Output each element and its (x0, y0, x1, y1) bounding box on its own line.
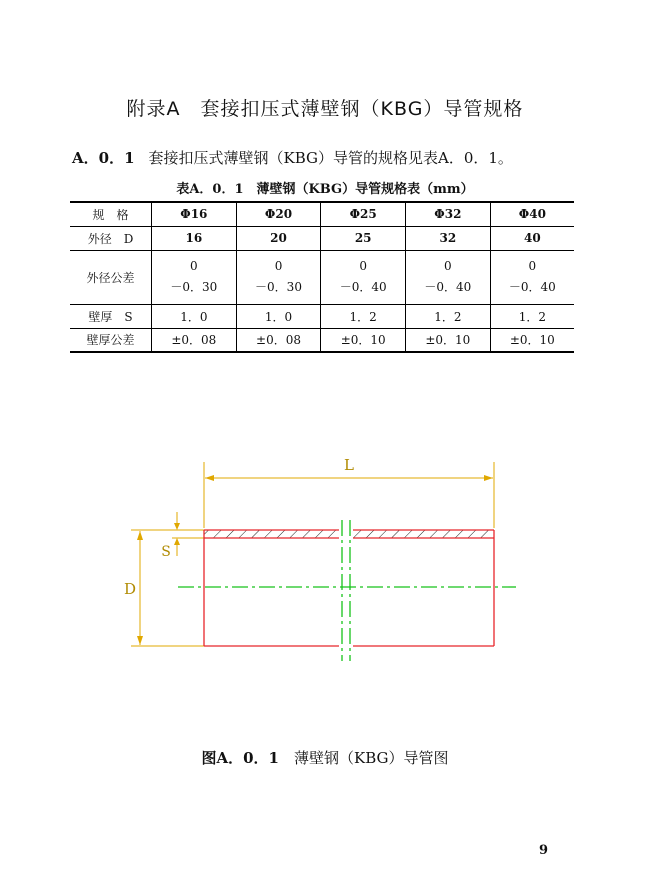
page-number: 9 (539, 843, 549, 858)
column-header: Φ40 (490, 202, 574, 226)
clause-body: 套接扣压式薄壁钢（KBG）导管的规格见表A．0．1。 (148, 149, 513, 167)
table-cell: 20 (236, 226, 321, 250)
tolerance-upper: 0 (359, 259, 367, 273)
row-label: 外径 D (70, 226, 152, 250)
figure-caption (0, 747, 650, 768)
wall-label: S (161, 544, 171, 560)
conduit-outline (204, 530, 494, 646)
table-cell: 32 (406, 226, 491, 250)
arrowhead (205, 475, 214, 481)
arrowhead (137, 531, 143, 540)
appendix-title: 附录A 套接扣压式薄壁钢（KBG）导管规格 (126, 98, 524, 120)
column-header: Φ32 (406, 202, 491, 226)
arrowhead (174, 523, 180, 530)
length-label: L (344, 456, 354, 474)
clause-number: A．0．1 (72, 149, 135, 167)
column-header: Φ16 (152, 202, 237, 226)
arrowhead (137, 636, 143, 645)
table-cell: 1．2 (406, 304, 491, 328)
tolerance-lower: －0．40 (339, 280, 387, 294)
tolerance-upper: 0 (528, 259, 537, 273)
table-cell: 40 (490, 226, 574, 250)
row-label: 壁厚 S (70, 304, 152, 328)
tolerance-upper: 0 (190, 259, 198, 273)
table-cell: ±0．08 (152, 328, 237, 352)
table-cell: ±0．10 (490, 328, 574, 352)
tolerance-upper: 0 (444, 259, 452, 273)
arrowhead (174, 538, 180, 545)
wall-hatch (204, 530, 339, 538)
diameter-label: D (123, 580, 137, 598)
arrowhead (484, 475, 493, 481)
table-cell: 25 (321, 226, 406, 250)
column-header: Φ20 (236, 202, 321, 226)
wall-dimension (172, 512, 204, 556)
wall-hatch (353, 530, 494, 538)
table-cell: 1．0 (152, 304, 237, 328)
row-label: 外径公差 (70, 250, 152, 304)
row-label: 壁厚公差 (70, 328, 152, 352)
tolerance-lower: －0．30 (255, 280, 302, 294)
table-cell: 1．2 (321, 304, 406, 328)
column-header: Φ25 (321, 202, 406, 226)
table-caption: 表A．0．1 薄壁钢（KBG）导管规格表（mm） (176, 182, 474, 197)
table-cell: ±0．10 (406, 328, 491, 352)
tolerance-lower: －0．30 (170, 280, 218, 294)
tolerance-lower: －0．40 (508, 280, 556, 294)
table-cell: 16 (152, 226, 237, 250)
figure-caption-text: 薄壁钢（KBG）导管图 (294, 749, 449, 767)
tolerance-upper: 0 (274, 259, 283, 273)
table-cell: ±0．08 (236, 328, 321, 352)
table-cell: ±0．10 (321, 328, 406, 352)
figure-caption-number: 图A．0．1 (201, 749, 279, 767)
header-label: 规 格 (70, 202, 152, 226)
table-cell: 1．2 (490, 304, 574, 328)
table-cell: 1．0 (236, 304, 321, 328)
tolerance-lower: －0．40 (424, 280, 472, 294)
